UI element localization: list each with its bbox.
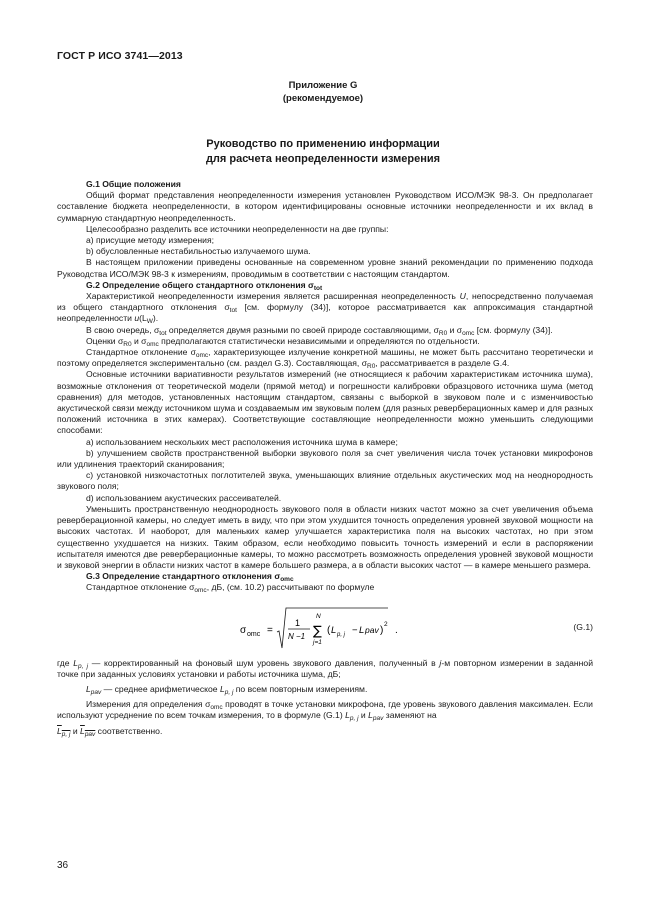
paragraph: Оценки $\sigma_{R0}$ и $\sigma_{omc}$ предполагаются статистически независимыми и определяются по отдельности. xyxy=(86,335,480,348)
formula-numerator: 1 xyxy=(295,617,301,628)
paragraph: Характеристикой неопределенности измерения является расширенная неопределенность U, непосредственно получаемая из общего стандартного отклонения $\sigma_{tot}$ [см. формулу (34)], которое рассматривается как аппроксимация стандартной неопределенности $u(L_W)$. xyxy=(57,291,593,326)
list-item: c) установкой низкочастотных поглотителей звука, уменьшающих влияние отдельных акустических мод на неоднородность звукового поля; xyxy=(57,470,593,492)
paragraph: Общий формат представления неопределенности измерения установлен Руководством ИСО/МЭК 98-3. Он предполагает составление бюджета неопределенности, в котором идентифицированы основные источники неопределенности и их вклад в суммарную стандартную неопределенность. xyxy=(57,190,593,223)
formula-exponent: 2 xyxy=(384,620,388,628)
formula-lpj-sub: p, j xyxy=(337,631,346,638)
main-title-line-2: для расчета неопределенности измерения xyxy=(205,153,441,165)
formula-sum-upper: N xyxy=(316,612,321,620)
paragraph: В настоящем приложении приведены основанные на современном уровне знаний рекомендации по применению подхода Руководства ИСО/МЭК 98-3 к измерениям, проводимым в соответствии с настоящим стандартом. xyxy=(57,257,593,279)
formula-denominator: N −1 xyxy=(288,631,306,641)
paragraph: Целесообразно разделить все источники неопределенности на две группы: xyxy=(86,223,389,234)
definition: где $L_{p, j}$ — корректированный на фоновый шум уровень звукового давления, полученный в j-м повторном измерении в заданной точке при заданных условиях установки и работы источника шума, дБ; xyxy=(57,657,594,679)
annex-subtitle: (рекомендуемое) xyxy=(282,93,364,104)
section-g3-heading: G.3 Определение стандартного отклонения $\sigma_{omc}$ xyxy=(86,571,294,584)
list-item: a) присущие методу измерения; xyxy=(86,235,214,246)
paragraph: Измерения для определения $\sigma_{omc}$ проводят в точке установки микрофона, где уровень звукового давления максимален. Если используют усреднение по всем точкам измерения, то в формуле (G.1) $L_{p, j}$ и $L_{pav}$ заменяют на xyxy=(57,699,593,723)
paragraph: Стандартное отклонение $\sigma_{omc}$, дБ, (см. 10.2) рассчитывают по формуле xyxy=(86,582,375,595)
list-item: a) использованием нескольких мест расположения источника шума в камере; xyxy=(86,436,398,447)
main-title xyxy=(0,137,646,167)
formula-sigma-sub: omc xyxy=(247,630,261,638)
paragraph: Стандартное отклонение $\sigma_{omc}$, характеризующее излучение конкретной машины, не может быть рассчитано теоретически и поэтому определяется экспериментально (см. раздел G.3). Составляющая, $\sigma_{R0}$, рассматривается в разделе G.4. xyxy=(57,347,593,371)
list-item: b) обусловленные нестабильностью излучаемого шума. xyxy=(86,246,311,257)
formula-period: . xyxy=(395,624,398,636)
section-g1-heading: G.1 Общие положения xyxy=(86,179,181,189)
formula-sum-lower: j=1 xyxy=(313,638,322,646)
section-g2-heading: G.2 Определение общего стандартного отклонения $\sigma_{tot}$ xyxy=(86,279,323,292)
paragraph: Основные источники вариативности результатов измерений (не относящиеся к рабочим характеристикам источника шума), возможные отклонения от теоретической модели (прямой метод) и погрешности калибровки образцового источника шума (метод сравнения) для методов, установленных настоящим стандартом, связаны с выборкой в звуковом поле и с изменчивостью акустической связи между источником шума и создаваемым им звуковым полем (для разных реверберационных камер и для разных положений источника в этих камерах). Соответствующие составляющие неопределенности можно уменьшить следующими способами: xyxy=(57,369,593,436)
formula-minus: − xyxy=(352,624,358,636)
list-item: b) улучшением свойств пространственной выборки звукового поля за счет увеличения числа точек установки микрофонов или удлинения траекторий сканирования; xyxy=(57,447,593,470)
formula-lpj: L xyxy=(331,624,337,636)
main-title-line-1: Руководство по применению информации xyxy=(206,138,440,150)
formula-g1 xyxy=(57,602,593,654)
formula-lpav: L xyxy=(359,624,365,636)
formula-lpav-sub: pav xyxy=(365,624,379,635)
formula-sigma: σ xyxy=(240,624,247,636)
formula-equals: = xyxy=(267,624,273,636)
paragraph: В свою очередь, $\sigma_{tot}$ определяется двумя разными по своей природе составляющими, $\sigma_{R0}$ и $\sigma_{omc}$ [см. формулу (34)]. xyxy=(86,324,553,337)
formula-number: (G.1) xyxy=(573,621,593,632)
paragraph: $L_{p, j}$ и $L_{pav}$ соответственно. xyxy=(57,725,163,738)
paragraph: Уменьшить пространственную неоднородность звукового поля в области низких частот можно за счет увеличения объема реверберационной камеры, но следует иметь в виду, что при этом ухудшится точность определения уровней звуковой мощности на высоких частотах. И наоборот, для маленьких камер улучшается характеристика поля на высоких частотах, но при этом существенно ухудшается на низких. Таким образом, если необходимо повысить точность измерений и если в распоряжении испытателя имеются две реверберационные камеры, то можно рассмотреть возможность определения уровней звуковой мощности и звуковой энергии в области низких частот в камере большего размера, а в области высоких частот — в камере меньшего размера. xyxy=(57,503,593,570)
annex-title: Приложение G xyxy=(288,80,358,91)
formula-paren-open: ( xyxy=(327,624,331,636)
formula-svg xyxy=(240,602,440,654)
document-body xyxy=(57,179,593,737)
document-code: ГОСТ Р ИСО 3741—2013 xyxy=(57,50,183,62)
page-number: 36 xyxy=(57,860,69,871)
formula-sum-sign: ∑ xyxy=(313,623,322,639)
definition: $L_{pav}$ — среднее арифметическое $L_{p, j}$ по всем повторным измерениям. xyxy=(86,683,368,696)
list-item: d) использованием акустических рассеивателей. xyxy=(86,492,282,503)
formula-paren-close: ) xyxy=(380,624,384,636)
